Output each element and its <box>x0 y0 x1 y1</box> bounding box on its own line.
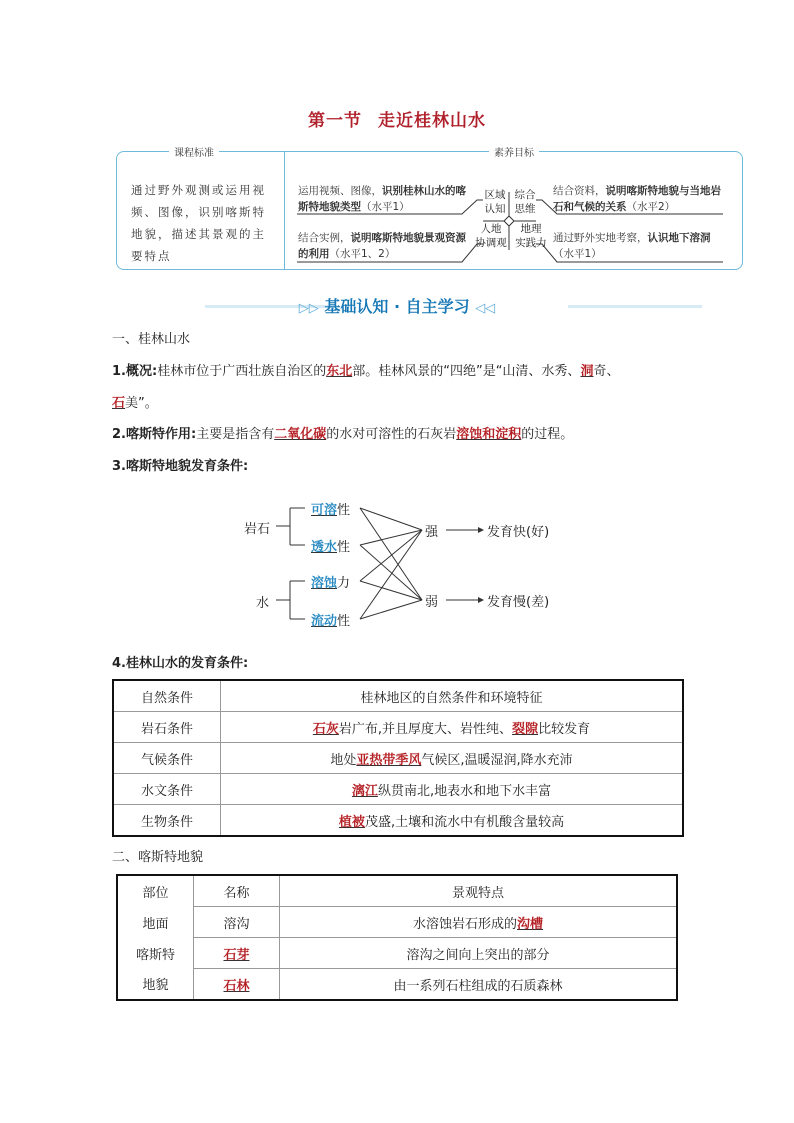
diagram-strong: 强 <box>425 525 439 540</box>
section2-heading: 二、喀斯特地貌 <box>112 850 204 865</box>
banner-right-arrows: ◁◁ <box>475 301 496 316</box>
table-cell: 漓江纵贯南北,地表水和地下水丰富 <box>221 774 684 805</box>
item1-overview-cont: 石美”。 <box>112 396 158 411</box>
diagram-erosion-power: 溶蚀力 <box>311 576 351 591</box>
diagram-water: 水 <box>256 596 270 611</box>
table-row <box>113 774 683 805</box>
goal-top-left: 运用视频、图像，识别桂林山水的喀斯特地貌类型（水平1） <box>298 185 466 213</box>
table-row <box>113 805 683 837</box>
goal-tag-human-land: 人地 协调观 <box>475 223 507 249</box>
goal-bottom-left: 结合实例，说明喀斯特地貌景观资源的利用（水平1、2） <box>298 232 466 260</box>
diagram-weak: 弱 <box>425 595 439 610</box>
goal-top-right: 结合资料，说明喀斯特地貌与当地岩石和气候的关系（水平2） <box>553 185 721 213</box>
table-row <box>117 875 677 907</box>
table-header-cell: 景观特点 <box>280 875 678 907</box>
table-row <box>117 969 677 1001</box>
table-cell: 石林 <box>194 969 280 1001</box>
table-row <box>113 743 683 774</box>
table-cell: 水文条件 <box>113 774 221 805</box>
standards-header: 课程标准 <box>169 144 219 159</box>
goal-tag-comprehensive-thinking: 综合 思维 <box>514 189 536 215</box>
diagram-solubility: 可溶性 <box>311 503 351 518</box>
table-header-cell: 部位 <box>117 875 194 907</box>
table-cell: 地貌 <box>117 969 194 1001</box>
title-section-number: 第一节 <box>308 111 362 131</box>
diagram-mobility: 流动性 <box>311 614 351 629</box>
table-cell: 石灰岩广布,并且厚度大、岩性纯、裂隙比较发育 <box>221 712 684 743</box>
table-cell: 气候条件 <box>113 743 221 774</box>
table-cell: 植被茂盛,土壤和流水中有机酸含量较高 <box>221 805 684 837</box>
table-cell: 水溶蚀岩石形成的沟槽 <box>280 907 678 938</box>
table-row <box>117 938 677 969</box>
table-row <box>113 680 683 712</box>
table-cell: 岩石条件 <box>113 712 221 743</box>
table-cell: 生物条件 <box>113 805 221 837</box>
table-cell: 石芽 <box>194 938 280 969</box>
goal-bottom-right: 通过野外实地考察，认识地下溶洞（水平1） <box>553 232 711 260</box>
goal-tag-geo-practice: 地理 实践力 <box>515 223 547 249</box>
item1-overview: 1.概况:桂林市位于广西壮族自治区的东北部。桂林风景的“四绝”是“山清、水秀、洞奇、 <box>112 364 620 379</box>
section1-heading: 一、桂林山水 <box>112 332 191 347</box>
title-text: 走近桂林山水 <box>378 111 486 131</box>
banner-left-arrows: ▷▷ <box>298 301 319 316</box>
table-cell: 自然条件 <box>113 680 221 712</box>
standard-text: 通过野外观测或运用视频、图像，识别喀斯特地貌，描述其景观的主要特点 <box>131 183 266 263</box>
item2-karst-action: 2.喀斯特作用:主要是指含有二氧化碳的水对可溶性的石灰岩溶蚀和淀积的过程。 <box>112 427 574 442</box>
table-cell: 由一系列石柱组成的石质森林 <box>280 969 678 1001</box>
table-header-cell: 名称 <box>194 875 280 907</box>
goal-tag-regional-cognition: 区域 认知 <box>484 189 506 215</box>
item3-label: 3.喀斯特地貌发育条件: <box>112 459 249 474</box>
table-cell: 地处亚热带季风气候区,温暖湿润,降水充沛 <box>221 743 684 774</box>
table-cell: 溶沟之间向上突出的部分 <box>280 938 678 969</box>
item4-label: 4.桂林山水的发育条件: <box>112 656 249 671</box>
diagram-slow: 发育慢(差) <box>487 595 550 610</box>
diagram-rock: 岩石 <box>244 522 271 537</box>
karst-landform-table <box>116 874 678 1001</box>
table-row <box>113 712 683 743</box>
diagram-permeability: 透水性 <box>311 540 351 555</box>
table-cell: 地面 <box>117 907 194 938</box>
conditions-table <box>112 679 684 837</box>
table-row <box>117 907 677 938</box>
table-cell: 溶沟 <box>194 907 280 938</box>
table-cell: 喀斯特 <box>117 938 194 969</box>
table-cell: 桂林地区的自然条件和环境特征 <box>221 680 684 712</box>
diagram-fast: 发育快(好) <box>487 525 550 540</box>
goals-header: 素养目标 <box>489 144 539 159</box>
banner-text: 基础认知 · 自主学习 <box>324 297 470 316</box>
